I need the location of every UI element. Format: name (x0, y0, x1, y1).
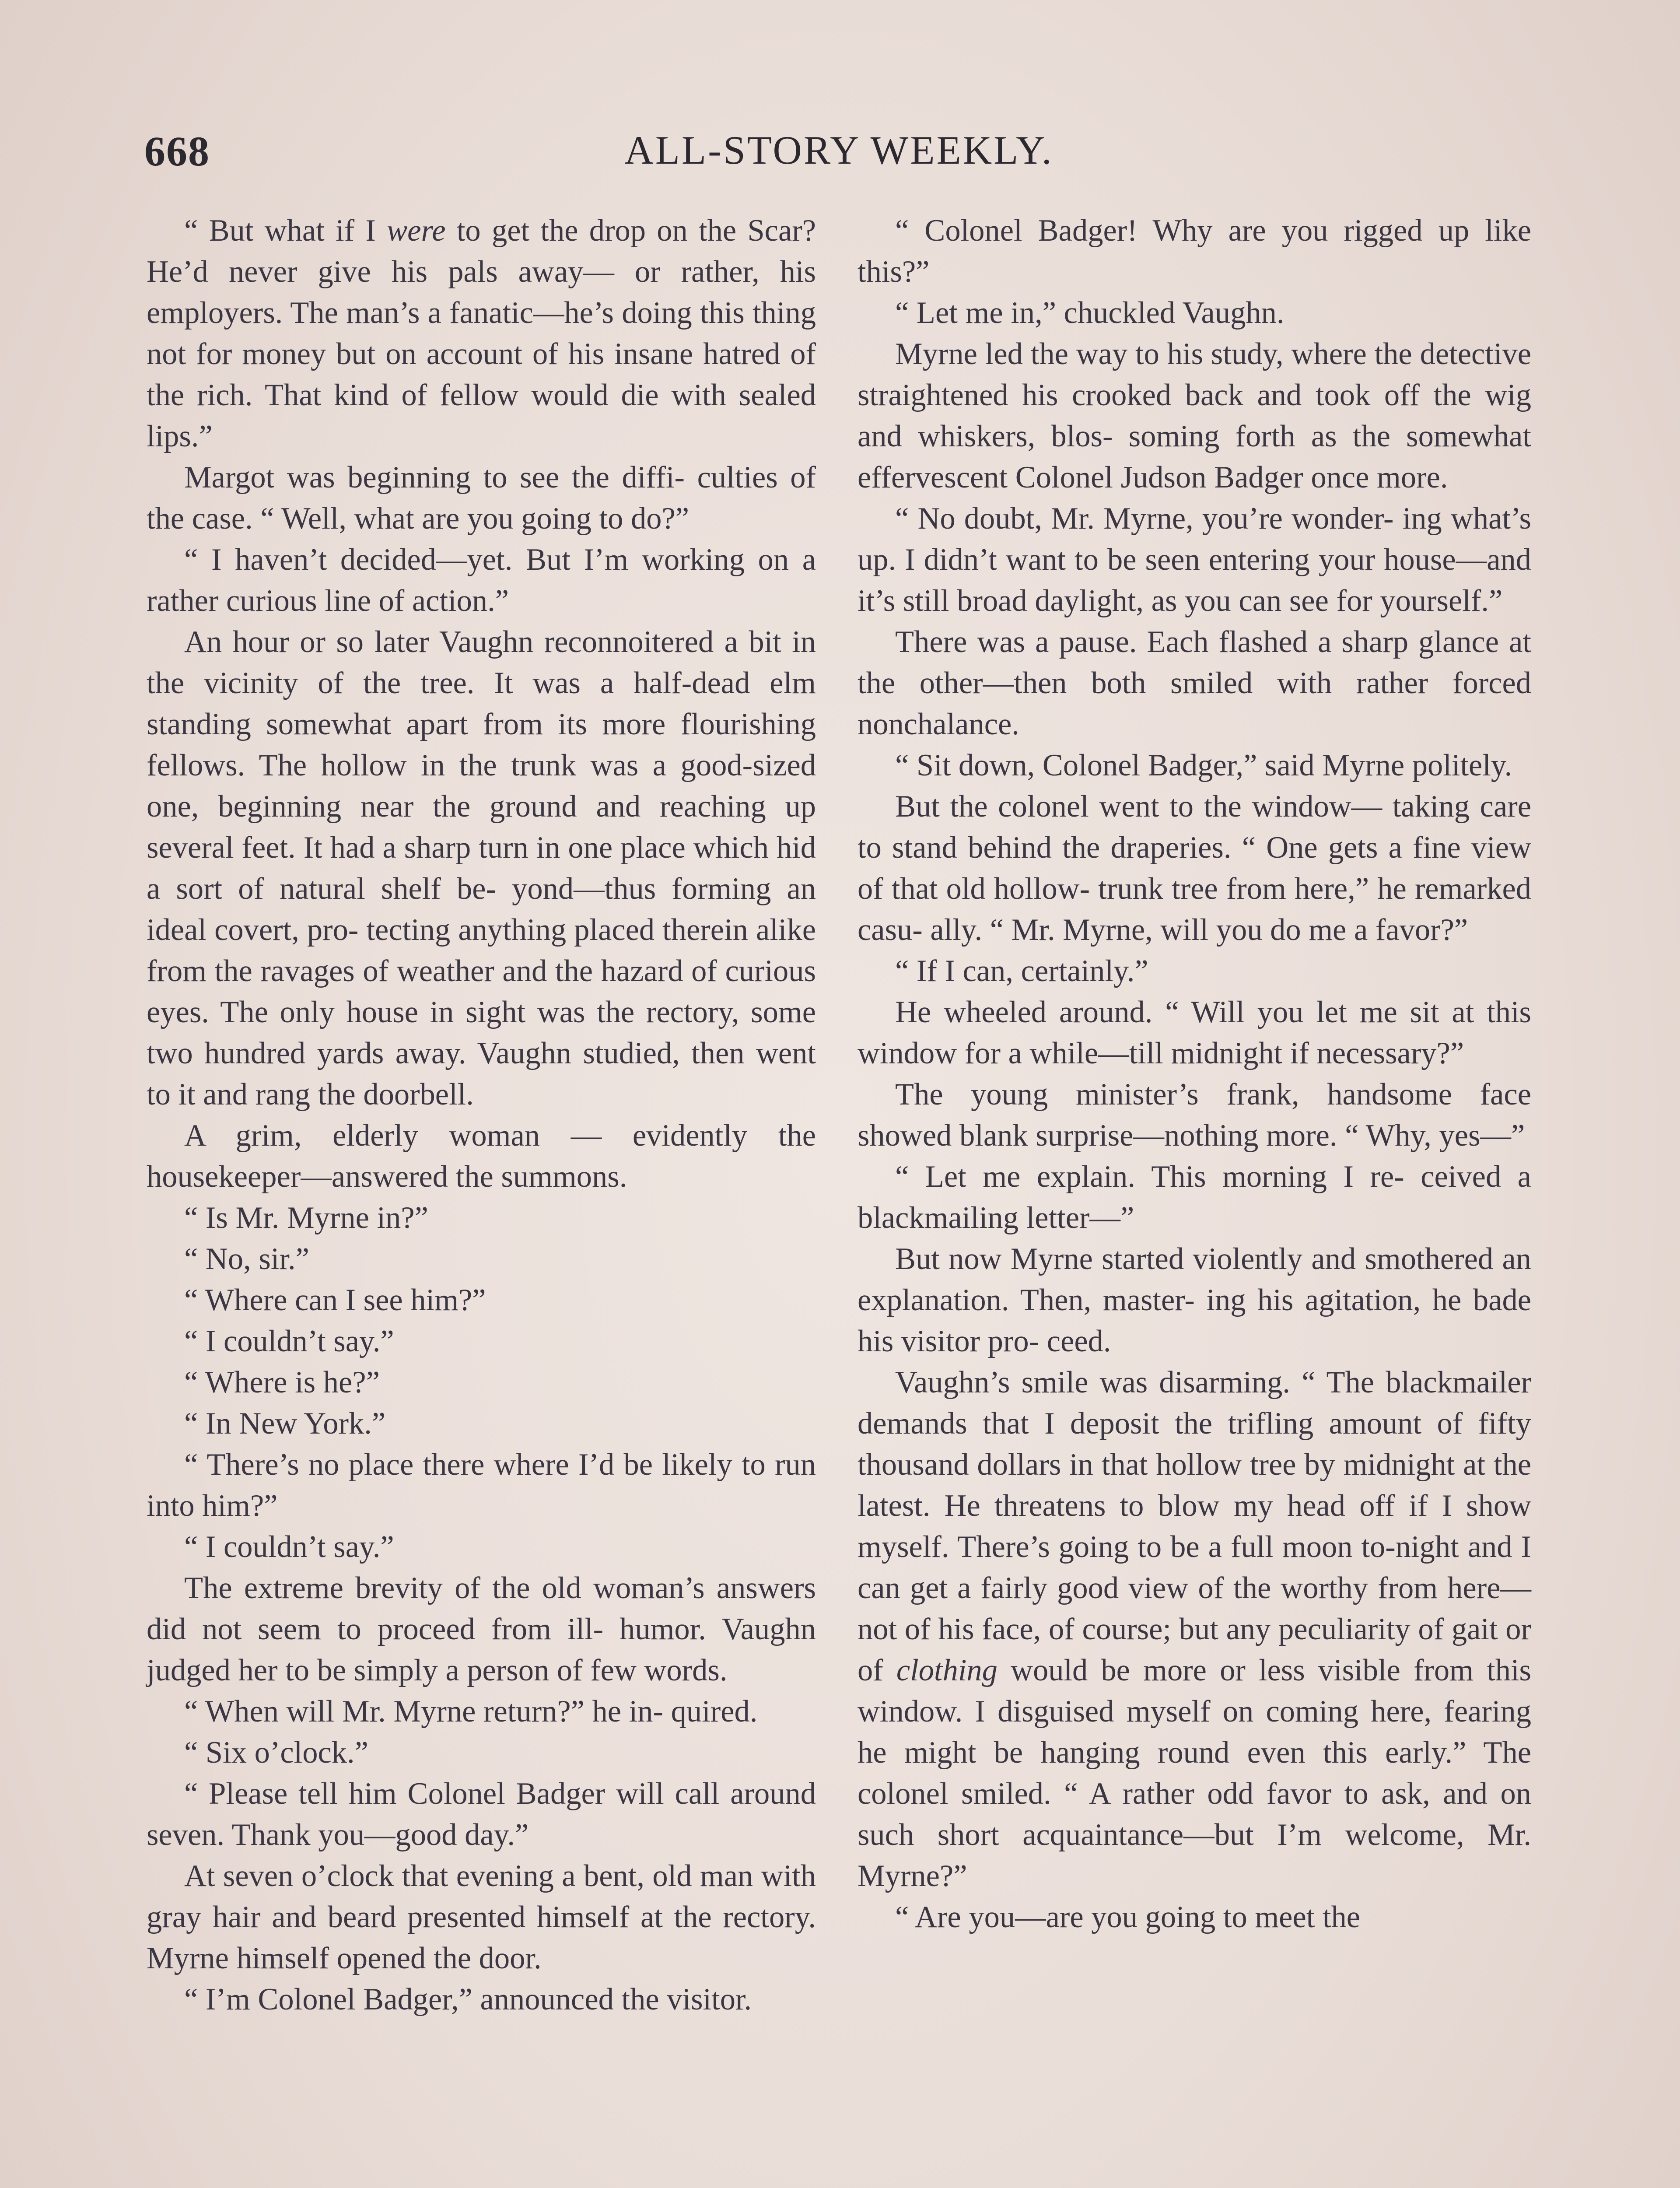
paragraph (858, 498, 1531, 621)
paragraph-text: would be more or less visible from this window. I disguised myself on coming here, fearing he might be hanging round even this early.” The colonel smiled. “ A rather odd favor to ask, and on such short acquaintance—but I’m welcome, Mr. Myrne?” (858, 1653, 1531, 1893)
paragraph (147, 1115, 816, 1197)
paragraph-text: “ I haven’t decided—yet. But I’m working on a rather curious line of action.” (147, 543, 816, 618)
paragraph-text: “ No doubt, Mr. Myrne, you’re wonder- ing what’s up. I didn’t want to be seen entering your house—and it’s still broad daylight, as you can see for yourself.” (858, 501, 1531, 618)
paragraph-text: An hour or so later Vaughn reconnoitered a bit in the vicinity of the tree. It was a half-dead elm standing somewhat apart from its more flourishing fellows. The hollow in the trunk was a good-sized one, beginning near the ground and reaching up several feet. It had a sharp turn in one place which hid a sort of natural shelf be- yond—thus forming an ideal covert, pro- tecting anything placed therein alike from the ravages of weather and the hazard of curious eyes. The only house in sight was the rectory, some two hundred yards away. Vaughn studied, then went to it and rang the doorbell. (147, 625, 816, 1112)
paragraph-text: “ Six o’clock.” (184, 1736, 368, 1770)
paragraph-text: “ But what if I (184, 214, 387, 248)
paragraph (147, 1362, 816, 1403)
paragraph (858, 1156, 1531, 1238)
paragraph-text: “ If I can, certainly.” (895, 954, 1148, 988)
paragraph (147, 621, 816, 1115)
paragraph-text: But the colonel went to the window— taking care to stand behind the draperies. “ One gets a fine view of that old hollow- trunk tree from here,” he remarked casu- ally. “ Mr. Myrne, will you do me a favor?” (858, 789, 1531, 947)
italic-text: clothing (896, 1653, 998, 1687)
paragraph (858, 210, 1531, 292)
paragraph (858, 745, 1531, 786)
paragraph-text: “ I couldn’t say.” (184, 1530, 394, 1564)
paragraph-text: “ I’m Colonel Badger,” announced the visitor. (184, 1982, 752, 2016)
paragraph-text: to get the drop on the Scar? He’d never give his pals away— or rather, his employers. The man’s a fanatic—he’s doing this thing not for money but on account of his insane hatred of the rich. That kind of fellow would die with sealed lips.” (147, 214, 816, 453)
paragraph-text: “ In New York.” (184, 1406, 386, 1441)
paragraph-text: “ When will Mr. Myrne return?” he in- quired. (184, 1694, 758, 1729)
paragraph-text: He wheeled around. “ Will you let me sit at this window for a while—till midnight if necessary?” (858, 995, 1531, 1070)
paragraph-text: “ No, sir.” (184, 1242, 309, 1276)
paragraph (147, 1526, 816, 1567)
paragraph (147, 539, 816, 621)
paragraph (147, 1238, 816, 1280)
paragraph (147, 1979, 816, 2020)
paragraph (147, 1855, 816, 1979)
paragraph-text: “ Sit down, Colonel Badger,” said Myrne politely. (895, 748, 1512, 782)
paragraph (858, 333, 1531, 498)
paragraph (147, 1321, 816, 1362)
paragraph (147, 1403, 816, 1444)
paragraph-text: “ Where can I see him?” (184, 1283, 486, 1317)
paragraph (858, 992, 1531, 1074)
running-title: ALL-STORY WEEKLY. (624, 128, 1054, 172)
paragraph-text: At seven o’clock that evening a bent, old man with gray hair and beard presented himself at the rectory. Myrne himself opened the door. (147, 1859, 816, 1975)
paragraph (858, 786, 1531, 950)
paragraph (858, 1897, 1531, 1938)
paragraph (147, 1280, 816, 1321)
paragraph (858, 1074, 1531, 1156)
paragraph (147, 1567, 816, 1691)
paragraph-text: “ Let me explain. This morning I re- ceived a blackmailing letter—” (858, 1160, 1531, 1235)
paragraph-text: “ Colonel Badger! Why are you rigged up like this?” (858, 214, 1531, 289)
paragraph-text: “ Are you—are you going to meet the (895, 1900, 1361, 1934)
paragraph-text: Myrne led the way to his study, where the detective straightened his crooked back and took off the wig and whiskers, blos- soming forth as the somewhat effervescent Colonel Judson Badger once more. (858, 337, 1531, 494)
page-number: 668 (144, 128, 210, 175)
paragraph-text: Vaughn’s smile was disarming. “ The blackmailer demands that I deposit the trifling amount of fifty thousand dollars in that hollow tree by midnight at the latest. He threatens to blow my head off if I show myself. There’s going to be a full moon to-night and I can get a fairly good view of the worthy from here—not of his face, of course; but any peculiarity of gait or of (858, 1365, 1531, 1687)
paragraph-text: A grim, elderly woman — evidently the housekeeper—answered the summons. (147, 1119, 816, 1194)
paragraph-text: “ Please tell him Colonel Badger will call around seven. Thank you—good day.” (147, 1777, 816, 1852)
paragraph (858, 621, 1531, 745)
paragraph-text: The extreme brevity of the old woman’s answers did not seem to proceed from ill- humor. Vaughn judged her to be simply a person of few words. (147, 1571, 816, 1687)
paragraph-text: “ I couldn’t say.” (184, 1324, 394, 1358)
paragraph (858, 1362, 1531, 1897)
paragraph (147, 1444, 816, 1526)
left-text-column (147, 210, 816, 2188)
paragraph (858, 950, 1531, 992)
paragraph (147, 1197, 816, 1238)
paragraph-text: There was a pause. Each flashed a sharp glance at the other—then both smiled with rather forced nonchalance. (858, 625, 1531, 741)
paragraph (147, 1691, 816, 1732)
paragraph (147, 1773, 816, 1855)
paragraph (147, 457, 816, 539)
italic-text: were (387, 214, 446, 248)
paragraph-text: But now Myrne started violently and smothered an explanation. Then, master- ing his agitation, he bade his visitor pro- ceed. (858, 1242, 1531, 1358)
paragraph-text: “ There’s no place there where I’d be likely to run into him?” (147, 1448, 816, 1523)
paragraph-text: “ Where is he?” (184, 1365, 380, 1399)
right-text-column (858, 210, 1531, 2188)
paragraph (858, 292, 1531, 333)
paragraph-text: The young minister’s frank, handsome face showed blank surprise—nothing more. “ Why, yes—” (858, 1077, 1531, 1153)
page-header (144, 127, 1533, 179)
paragraph-text: Margot was beginning to see the diffi- culties of the case. “ Well, what are you going to do?” (147, 460, 816, 536)
paragraph (147, 210, 816, 457)
paragraph-text: “ Let me in,” chuckled Vaughn. (895, 296, 1284, 330)
paragraph (858, 1238, 1531, 1362)
paragraph-text: “ Is Mr. Myrne in?” (184, 1201, 428, 1235)
paragraph (147, 1732, 816, 1773)
